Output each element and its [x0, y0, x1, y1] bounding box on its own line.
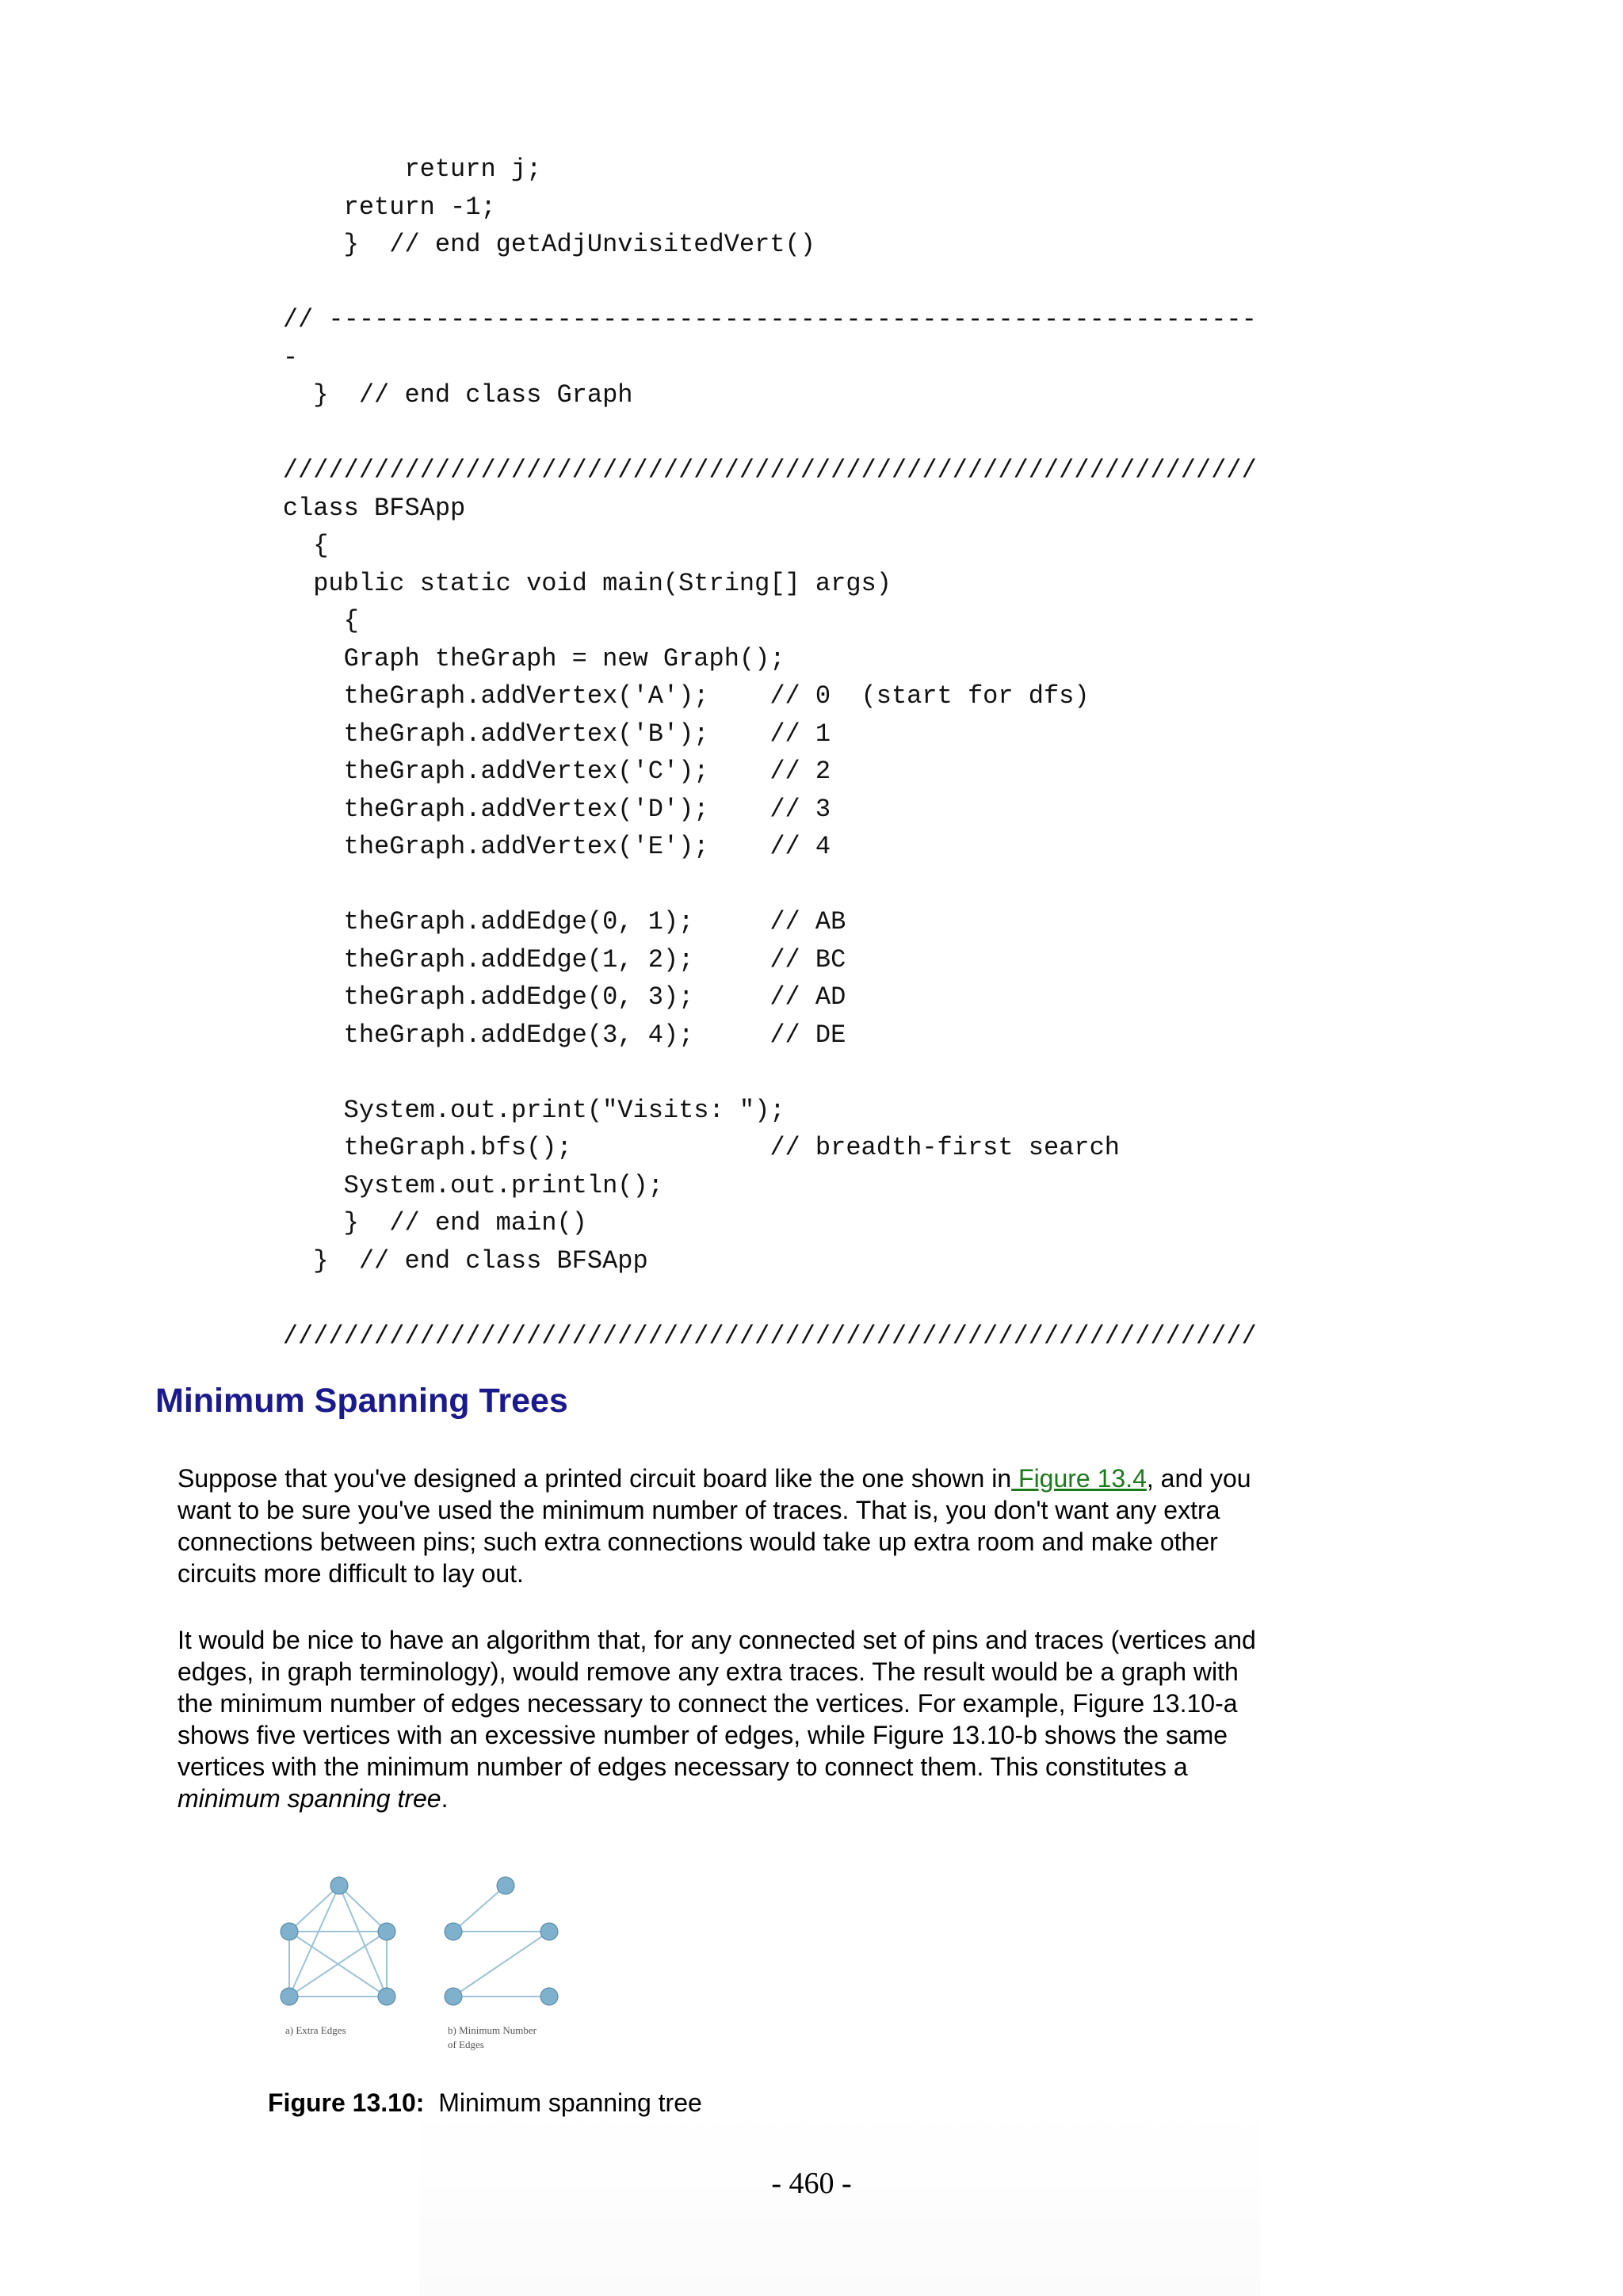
- code-line: {: [222, 531, 329, 560]
- figure-caption: [268, 2088, 702, 2118]
- figure-label-b: b) Minimum Number: [448, 2024, 537, 2036]
- code-line: theGraph.addEdge(1, 2); // BC: [222, 944, 846, 974]
- code-line: [222, 264, 1257, 302]
- paragraph-text: .: [441, 1784, 449, 1813]
- code-line: } // end class Graph: [222, 380, 633, 410]
- code-line: {: [222, 606, 359, 635]
- paragraph-text: , and you want to be sure you've used the minimum number of traces. That is, you don't want any extra connections between pins; such extra connections would take up extra room and make other circuits more difficult to lay out.: [178, 1464, 1251, 1588]
- code-line: theGraph.bfs(); // breadth-first search: [222, 1133, 1120, 1162]
- figure-label-a: a) Extra Edges: [285, 2024, 346, 2036]
- figure-13-4-link[interactable]: Figure 13.4: [1011, 1464, 1147, 1493]
- code-line: } // end class BFSApp: [222, 1245, 648, 1276]
- code-line: System.out.println();: [222, 1170, 663, 1200]
- code-line: theGraph.addVertex('B'); // 1: [222, 719, 831, 749]
- code-line: ////////////////////////////////////////////////////////////////: [222, 1321, 1257, 1351]
- code-line: return j;: [222, 154, 542, 184]
- caption-label: Figure 13.10:: [268, 2088, 425, 2117]
- code-line: theGraph.addVertex('C'); // 2: [222, 757, 831, 786]
- code-line: ////////////////////////////////////////////////////////////////: [222, 456, 1257, 485]
- code-line: theGraph.addEdge(0, 3); // AD: [222, 982, 846, 1012]
- code-line: return -1;: [222, 192, 496, 222]
- caption-text: Minimum spanning tree: [438, 2088, 702, 2117]
- code-line: theGraph.addVertex('E'); // 4: [222, 832, 831, 861]
- code-line: [222, 1280, 1257, 1318]
- code-line: } // end getAdjUnvisitedVert(): [222, 230, 815, 259]
- paragraph-text: It would be nice to have an algorithm that, for any connected set of pins and traces (vertices and edges, in graph terminology), would remove any extra traces. The result would be a graph with the minimum number of edges necessary to connect the vertices. For example, Figure 13.10-a shows five vertices with an excessive number of edges, while Figure 13.10-b shows the same vertices with the minimum number of edges necessary to connect them. This constitutes a: [178, 1626, 1256, 1781]
- code-line: Graph theGraph = new Graph();: [222, 643, 785, 673]
- paragraph-algorithm: [178, 1624, 1271, 1814]
- code-line: -: [222, 342, 299, 372]
- paragraph-text: Suppose that you've designed a printed circuit board like the one shown in: [178, 1464, 1012, 1493]
- code-line: System.out.print("Visits: ");: [222, 1095, 785, 1125]
- code-line: theGraph.addVertex('A'); // 0 (start for dfs): [222, 681, 1090, 711]
- code-line: public static void main(String[] args): [222, 568, 892, 598]
- code-line: class BFSApp: [222, 493, 466, 523]
- code-line: theGraph.addEdge(0, 1); // AB: [222, 907, 846, 936]
- code-line: theGraph.addVertex('D'); // 3: [222, 794, 831, 824]
- code-listing: [222, 151, 1257, 1355]
- code-line: theGraph.addEdge(3, 4); // DE: [222, 1020, 846, 1050]
- figure-13-10-image: [269, 1850, 571, 2060]
- code-line: // -------------------------------------------------------------: [222, 305, 1257, 334]
- page-number: - 460 -: [771, 2167, 852, 2200]
- section-heading: Minimum Spanning Trees: [155, 1382, 568, 1420]
- figure-label-b-cont: of Edges: [448, 2039, 484, 2050]
- code-line: [222, 866, 1257, 904]
- paragraph-circuit-board: [178, 1463, 1271, 1589]
- emphasis-term: minimum spanning tree: [178, 1784, 441, 1813]
- page-shade: [420, 2107, 1260, 2296]
- code-line: [222, 1054, 1257, 1092]
- code-line: } // end main(): [222, 1208, 587, 1238]
- code-line: [222, 414, 1257, 452]
